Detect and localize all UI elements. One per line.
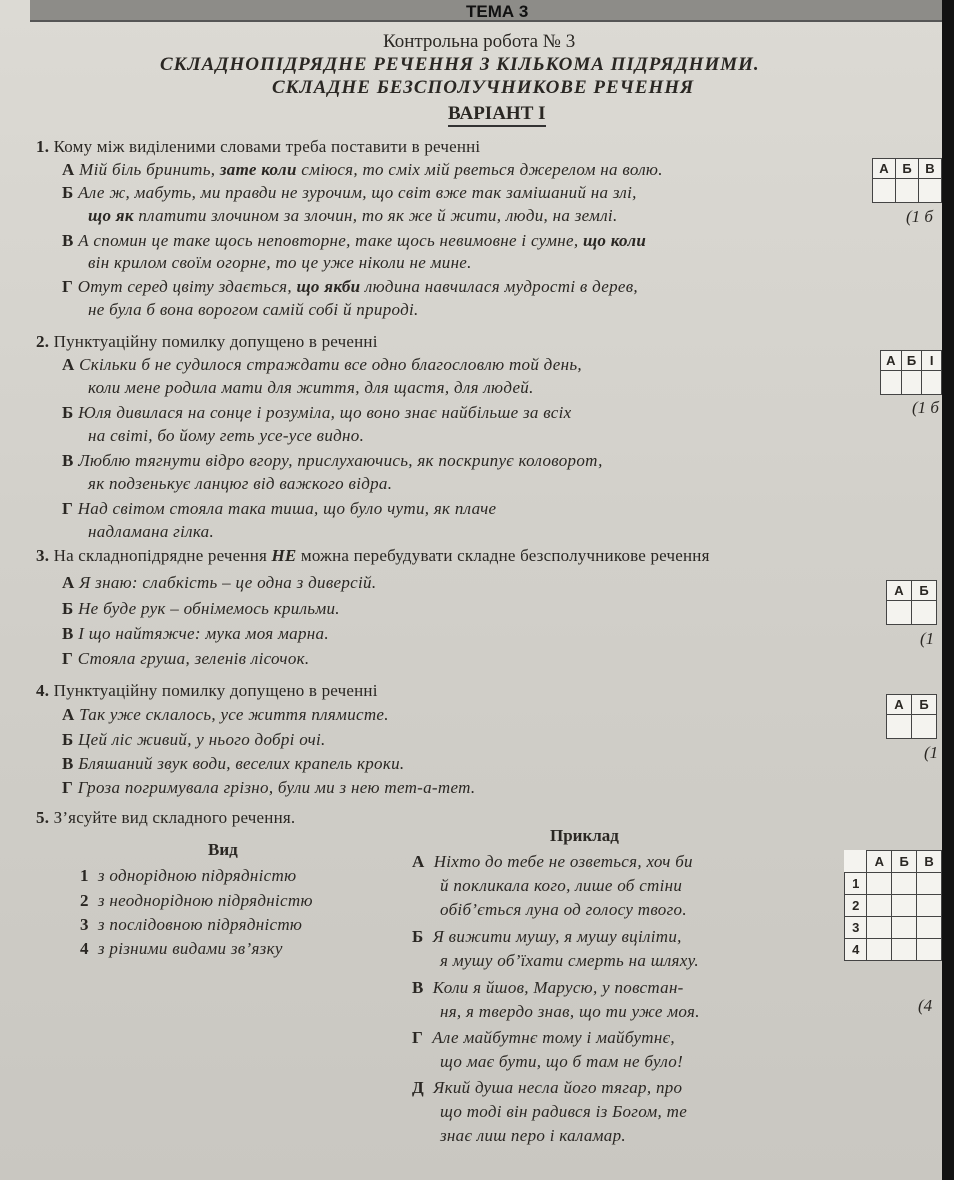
q2-option-b: Б Юля дивилася на сонце і розуміла, що воно знає найбільше за всіх [62,403,572,422]
answer-cell[interactable] [919,179,942,203]
answer-grid-q4: А Б [886,694,937,739]
question-3: 3. На складнопідрядне речення НЕ можна перебудувати складне безсполучникове речення [36,546,710,565]
answer-cell[interactable] [867,917,892,939]
q2-option-v-cont: як подзенькує ланцюг від важкого відра. [88,474,393,493]
answer-cell[interactable] [892,873,917,895]
q1-option-v: В А спомин це таке щось неповторне, таке щось невимовне і сумне, що коли [62,231,647,250]
page-title-line1: СКЛАДНОПІДРЯДНЕ РЕЧЕННЯ З КІЛЬКОМА ПІДРЯДНИМИ. [160,54,760,75]
q3-points: (1 [920,629,935,648]
answer-cell[interactable] [922,371,942,395]
answer-cell[interactable] [867,895,892,917]
example-a-cont-1: й покликала кого, лише об стіни [440,876,683,895]
page-title-line2: СКЛАДНЕ БЕЗСПОЛУЧНИКОВЕ РЕЧЕННЯ [272,77,695,98]
q1-points: (1 б [906,207,933,226]
example-g-cont: що має бути, що б там не було! [440,1052,684,1071]
work-title: Контрольна робота № 3 [383,31,576,52]
q2-option-b-cont: на світі, бо йому геть усе-усе видно. [88,426,365,445]
q3-option-v: В І що найтяжче: мука моя марна. [62,624,329,643]
q4-option-g: Г Гроза погримувала грізно, були ми з нею тет-а-тет. [62,778,476,797]
q3-option-b: Б Не буде рук – обнімемось крильми. [62,599,340,618]
question-5: 5. З’ясуйте вид складного речення. [36,808,296,827]
q1-option-b-cont: що як платити злочином за злочин, то як же й жити, люди, на землі. [88,206,618,225]
q1-option-g: Г Отут серед цвіту здається, що якби людина навчилася мудрості в дерев, [62,277,638,296]
type-2: 2 з неоднорідною підрядністю [80,891,313,910]
q1-option-v-cont: він крилом своїм огорне, то це уже ніколи не мине. [88,253,472,272]
question-text: Кому між виділеними словами треба поставити в реченні [53,137,481,156]
example-v: В Коли я йшов, Марусю, у повстан- [412,978,684,997]
q2-option-g-cont: надламана гілка. [88,522,215,541]
q2-option-a: А Скільки б не судилося страждати все одно благословлю той день, [62,355,582,374]
theme-label: ТЕМА 3 [466,2,529,21]
variant-label: ВАРІАНТ І [448,103,546,127]
answer-cell[interactable] [887,715,912,739]
answer-cell[interactable] [881,371,902,395]
answer-cell[interactable] [867,873,892,895]
answer-cell[interactable] [887,601,912,625]
q1-option-b: Б Але ж, мабуть, ми правди не зурочим, що світ вже так замішаний на злі, [62,183,637,202]
answer-cell[interactable] [917,939,942,961]
answer-grid-q3: А Б [886,580,937,625]
type-4: 4 з різними видами зв’язку [80,939,283,958]
answer-cell[interactable] [917,873,942,895]
q2-points: (1 б [912,398,939,417]
example-a-cont-2: обіб’ється луна од голосу твого. [440,900,687,919]
q2-option-g: Г Над світом стояла така тиша, що було чути, як плаче [62,499,497,518]
example-b: Б Я вижити мушу, я мушу вціліти, [412,927,682,946]
answer-cell[interactable] [917,895,942,917]
answer-cell[interactable] [912,715,937,739]
q2-option-a-cont: коли мене родила мати для життя, для щастя, для людей. [88,378,534,397]
q4-option-v: В Бляшаний звук води, веселих крапель кроки. [62,754,405,773]
example-g: Г Але майбутнє тому і майбутнє, [412,1028,675,1047]
example-d-cont-1: що тоді він радився із Богом, те [440,1102,688,1121]
q4-option-b: Б Цей ліс живий, у нього добрі очі. [62,730,326,749]
example-d: Д Який душа несла його тягар, про [412,1078,683,1097]
answer-grid-q5: А Б В 1 2 3 4 [844,850,942,961]
question-4: 4. Пунктуаційну помилку допущено в реченні [36,681,378,700]
answer-cell[interactable] [873,179,896,203]
example-d-cont-2: знає лиш перо і каламар. [440,1126,626,1145]
page-edge [942,0,954,1180]
q5-points: (4 [918,996,933,1015]
answer-grid-q2: А Б І [880,350,942,395]
q1-option-a: А Мій біль бринить, зате коли сміюся, то сміх мій рветься джерелом на волю. [62,160,663,179]
question-2: 2. Пунктуаційну помилку допущено в реченні [36,332,378,351]
q4-points: (1 [924,743,939,762]
answer-cell[interactable] [892,895,917,917]
type-3: 3 з послідовною підрядністю [80,915,303,934]
type-1: 1 з однорідною підрядністю [80,866,297,885]
answer-cell[interactable] [901,371,922,395]
answer-cell[interactable] [892,917,917,939]
answer-cell[interactable] [917,917,942,939]
q4-option-a: А Так уже склалось, усе життя плямисте. [62,705,389,724]
example-b-cont: я мушу об’їхати смерть на шляху. [440,951,699,970]
example-v-cont: ня, я твердо знав, що ти уже моя. [440,1002,700,1021]
q3-option-a: А Я знаю: слабкість – це одна з диверсій. [62,573,377,592]
q1-option-g-cont: не була б вона ворогом самій собі й природі. [88,300,419,319]
column-pryklad-heading: Приклад [550,826,619,845]
q2-option-v: В Люблю тягнути відро вгору, прислухаючись, як поскрипує коловорот, [62,451,603,470]
answer-cell[interactable] [912,601,937,625]
answer-grid-q1: А Б В [872,158,942,203]
answer-cell[interactable] [867,939,892,961]
answer-cell[interactable] [892,939,917,961]
answer-cell[interactable] [896,179,919,203]
question-number: 1. [36,137,50,156]
question-1 [36,137,480,157]
column-vid-heading: Вид [208,840,238,859]
example-a: А Ніхто до тебе не озветься, хоч би [412,852,693,871]
q3-option-g: Г Стояла груша, зеленів лісочок. [62,649,310,668]
